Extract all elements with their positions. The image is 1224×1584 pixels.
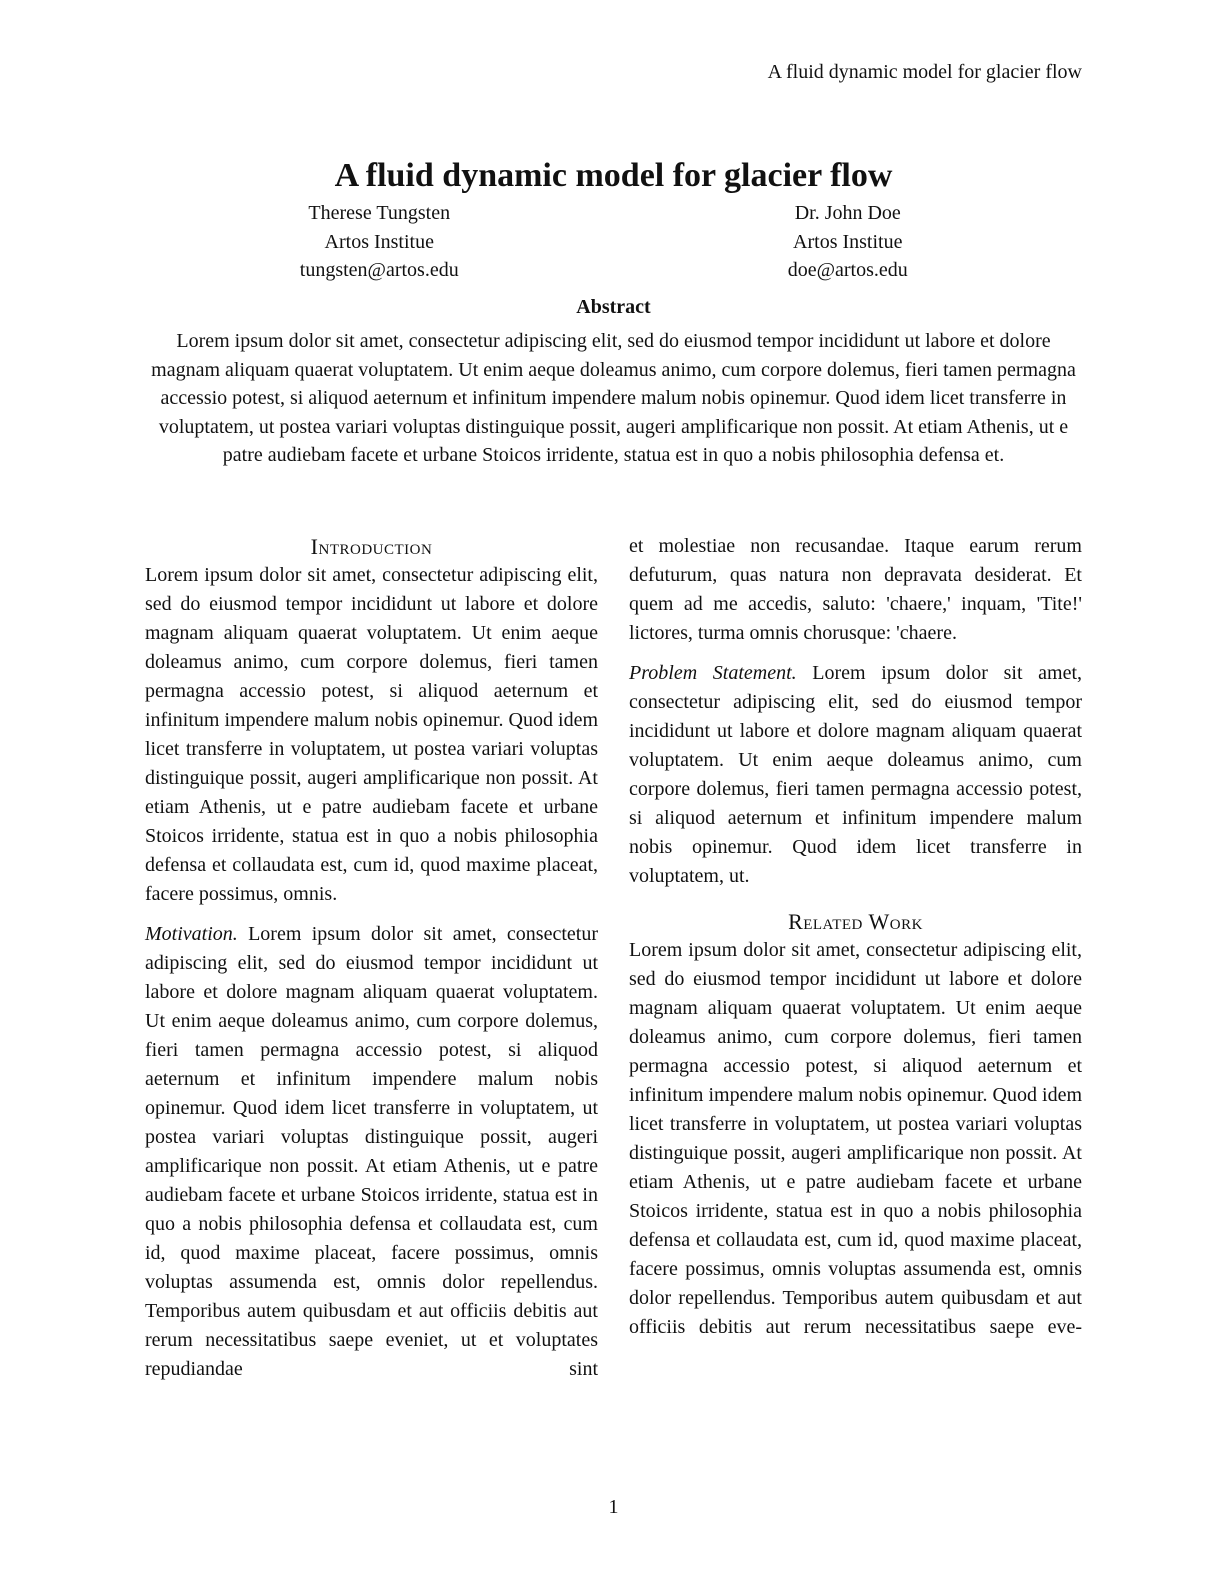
- motivation-label: Motivation.: [145, 923, 238, 945]
- author-1-email: tungsten@artos.edu: [299, 259, 459, 281]
- paper-title: A fluid dynamic model for glacier flow: [334, 156, 893, 194]
- related-work-heading: Related Work: [788, 909, 923, 934]
- author-2-email: doe@artos.edu: [787, 259, 908, 281]
- author-2: [614, 199, 1083, 285]
- motivation-paragraph-continued: et molestiae non recusandae. Itaque earum rerum defuturum, quas natura non depravata desiderat. Et quem ad me accedis, saluto: 'chaere,' inquam, 'Tite!' lictores, turma omnis chorusque: 'chaere.: [629, 535, 1082, 644]
- abstract-text: Lorem ipsum dolor sit amet, consectetur adipiscing elit, sed do eiusmod tempor incididunt ut labore et dolore magnam aliquam quaerat voluptatem. Ut enim aeque doleamus animo, cum corpore dolemus, fieri tamen permagna accessio potest, si aliquod aeternum et infinitum impendere malum nobis opinemur. Quod idem licet transferre in voluptatem, ut postea variari voluptas distinguique possit, augeri amplificarique non possit. At etiam Athenis, ut e patre audiebam facete et urbane Stoicos irridente, statua est in quo a nobis philosophia defensa et.: [151, 330, 1076, 467]
- author-1: [145, 199, 614, 285]
- problem-statement-paragraph: [629, 659, 1082, 891]
- introduction-paragraph: Lorem ipsum dolor sit amet, consectetur adipiscing elit, sed do eiusmod tempor incididunt ut labore et dolore magnam aliquam quaerat voluptatem. Ut enim aeque doleamus animo, cum corpore dolemus, fieri tamen permagna accessio potest, si aliquod aeternum et infinitum impendere malum nobis opinemur. Quod idem licet transferre in voluptatem, ut postea variari voluptas distinguique possit, augeri amplificarique non possit. At etiam Athenis, ut e patre audiebam facete et urbane Stoicos irridente, statua est in quo a nobis philosophia defensa et collaudata est, cum id, quod maxime placeat, facere possimus, omnis.: [145, 564, 598, 905]
- author-2-affiliation: Artos Institue: [793, 230, 903, 253]
- left-column: [145, 532, 598, 1384]
- page-number: 1: [608, 1496, 619, 1518]
- two-column-body: [145, 532, 1082, 1384]
- abstract-heading: Abstract: [576, 296, 651, 318]
- author-2-name: Dr. John Doe: [794, 202, 901, 224]
- problem-statement-text: Lorem ipsum dolor sit amet, consectetur adipiscing elit, sed do eiusmod tempor incididunt ut labore et dolore magnam aliquam quaerat voluptatem. Ut enim aeque doleamus animo, cum corpore dolemus, fieri tamen permagna accessio potest, si aliquod aeternum et infinitum impendere malum nobis opinemur. Quod idem licet transferre in voluptatem, ut.: [629, 662, 1082, 887]
- related-work-paragraph: Lorem ipsum dolor sit amet, consectetur adipiscing elit, sed do eiusmod tempor incididunt ut labore et dolore magnam aliquam quaerat voluptatem. Ut enim aeque doleamus animo, cum corpore dolemus, fieri tamen permagna accessio potest, si aliquod aeternum et infinitum impendere malum nobis opinemur. Quod idem licet transferre in voluptatem, ut postea variari voluptas distinguique possit, augeri amplificarique non possit. At etiam Athenis, ut e patre audiebam facete et urbane Stoicos irridente, statua est in quo a nobis philosophia defensa et collaudata est, cum id, quod maxime placeat, facere possimus, omnis voluptas assumenda est, omnis dolor repellendus. Temporibus autem quibusdam et aut officiis debitis aut rerum necessitatibus saepe eve-: [629, 939, 1082, 1338]
- motivation-paragraph: [145, 920, 598, 1384]
- introduction-heading: Introduction: [310, 534, 433, 559]
- problem-statement-label: Problem Statement.: [629, 662, 797, 684]
- author-1-affiliation: Artos Institue: [324, 230, 434, 253]
- motivation-text-left: Lorem ipsum dolor sit amet, consectetur adipiscing elit, sed do eiusmod tempor incididunt ut labore et dolore magnam aliquam quaerat voluptatem. Ut enim aeque doleamus animo, cum corpore dolemus, fieri tamen permagna accessio potest, si aliquod aeternum et infinitum impendere malum nobis opinemur. Quod idem licet transferre in voluptatem, ut postea variari voluptas distinguique possit, augeri amplificarique non possit. At etiam Athenis, ut e patre audiebam facete et urbane Stoicos irridente, statua est in quo a nobis philosophia defensa et collaudata est, cum id, quod maxime placeat, facere possimus, omnis voluptas assumenda est, omnis dolor repellendus. Temporibus autem quibusdam et aut officiis debitis aut rerum necessitatibus saepe eveniet, ut et voluptates repudiandae sint: [145, 923, 598, 1380]
- running-header: A fluid dynamic model for glacier flow: [767, 61, 1082, 83]
- author-block: [145, 199, 1082, 285]
- right-column: [629, 532, 1082, 1384]
- author-1-name: Therese Tungsten: [308, 202, 451, 224]
